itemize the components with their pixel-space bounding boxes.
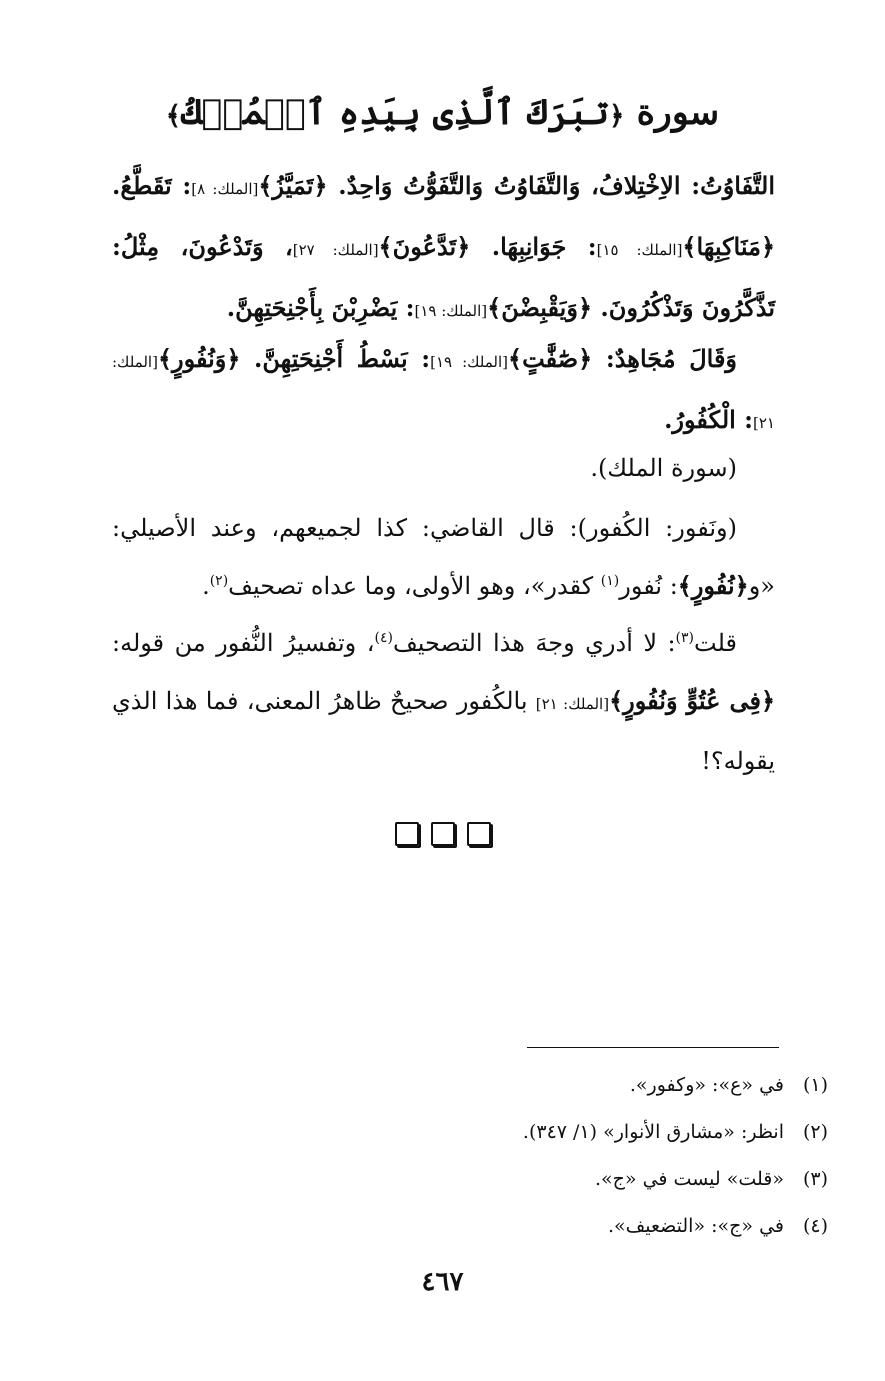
footnote-item [112, 1203, 828, 1250]
paragraph-4 [112, 500, 775, 615]
paragraph-5 [112, 615, 775, 790]
text-segment: : تَقَطَّعُ. [112, 171, 192, 200]
paragraph-1 [112, 157, 775, 340]
footnote-text: «قلت» ليست في «ج». [595, 1168, 784, 1190]
text-segment: التَّفَاوُتُ: الاِخْتِلافُ، وَالتَّفَاوُتُ وَالتَّفَوُّتُ وَاحِدٌ. [327, 171, 775, 200]
quran-quote: ﴿نُفُورٍ﴾ [677, 571, 749, 600]
footnote-marker: (٣) [675, 630, 695, 646]
paragraph-3 [112, 440, 775, 497]
quran-quote: ﴿فِى عُتُوٍّ وَنُفُورٍ﴾ [609, 686, 775, 715]
text-segment: (ونَفور: الكُفور): قال القاضي: كذا لجميعهم، وعند الأصيلي: «و [112, 514, 775, 600]
footnote-item [112, 1062, 828, 1109]
verse-reference: [الملك: ١٩] [414, 302, 488, 320]
footnote-marker: (٢) [209, 573, 229, 589]
verse-reference: [الملك: ١٥] [596, 241, 683, 259]
text-segment: ، وتفسيرُ النُّفور من قوله: [112, 629, 375, 657]
paragraph-2 [112, 330, 775, 452]
page-number: ٤٦٧ [421, 1267, 464, 1297]
text-segment: : بَسْطُ أَجْنِحَتِهِنَّ. [240, 344, 431, 373]
ornate-bracket-close: ﴾ [165, 101, 181, 131]
surah-title-verse: تبَرَكَ ٱلَّذِى بِيَدِهِ ٱلۡمُلۡكُ [180, 92, 610, 133]
verse-reference: [الملك: ٢١] [112, 353, 775, 432]
quran-quote: ﴿تَمَيَّزُ﴾ [258, 171, 328, 200]
square-ornament-icon [431, 822, 455, 846]
text-segment: وَقَالَ مُجَاهِدٌ: [592, 344, 737, 373]
verse-reference: [الملك: ١٩] [430, 353, 509, 371]
ornate-bracket-open: ﴿ [609, 101, 625, 131]
section-divider [0, 822, 885, 846]
quran-quote: ﴿صَٰٓفَّٰتٍ﴾ [508, 344, 593, 373]
square-ornament-icon [395, 822, 419, 846]
footnote-marker: (١) [600, 573, 620, 589]
footnote-marker: (٤) [374, 630, 393, 646]
footnote-separator [527, 1047, 779, 1048]
text-segment: : الْكُفُورُ. [664, 405, 754, 434]
footnotes [112, 1062, 828, 1250]
footnote-number: (٤) [802, 1215, 828, 1237]
surah-title-prefix: سورة [636, 92, 720, 133]
text-segment: : لا أدري وجهَ هذا التصحيف [392, 629, 676, 657]
square-ornament-icon [467, 822, 491, 846]
quran-quote: ﴿وَنُفُورٍ﴾ [157, 344, 241, 373]
text-segment: قلت [694, 629, 737, 657]
text-segment: : جَوَانِبِهَا. [470, 232, 597, 261]
footnote-number: (٢) [802, 1121, 828, 1143]
footnote-number: (١) [802, 1074, 828, 1096]
text-segment: ، وَتَدْعُونَ، مِثْلُ: تَذَّكَّرُونَ وَتَذْكُرُونَ. [112, 232, 775, 322]
verse-reference: [الملك: ٢٧] [292, 241, 379, 259]
quran-quote: ﴿مَنَاكِبِهَا﴾ [682, 232, 775, 261]
footnote-text: انظر: «مشارق الأنوار» (١/ ٣٤٧). [522, 1121, 784, 1143]
quran-quote: ﴿تَدَّعُونَ﴾ [378, 232, 471, 261]
footnote-item [112, 1156, 828, 1203]
text-segment: . [202, 572, 210, 600]
surah-title [0, 88, 885, 141]
quran-quote: ﴿وَيَقْبِضْنَ﴾ [487, 293, 593, 322]
footnote-number: (٣) [802, 1168, 828, 1190]
text-segment: : يَضْرِبْنَ بِأَجْنِحَتِهِنَّ. [226, 293, 415, 322]
text-segment: بالكُفور صحيحٌ ظاهرُ المعنى، فما هذا الذي يقوله؟! [112, 687, 775, 775]
footnote-item [112, 1109, 828, 1156]
footnote-text: في «ج»: «التضعيف». [607, 1215, 784, 1237]
verse-reference: [الملك: ٨] [191, 180, 259, 198]
verse-reference: [الملك: ٢١] [535, 695, 610, 713]
text-segment: : نُفور [619, 572, 678, 600]
footnote-text: في «ع»: «وكفور». [629, 1074, 784, 1096]
text-segment: كقدر»، وهو الأولى، وما عداه تصحيف [228, 572, 601, 600]
section-heading: (سورة الملك). [590, 454, 737, 482]
